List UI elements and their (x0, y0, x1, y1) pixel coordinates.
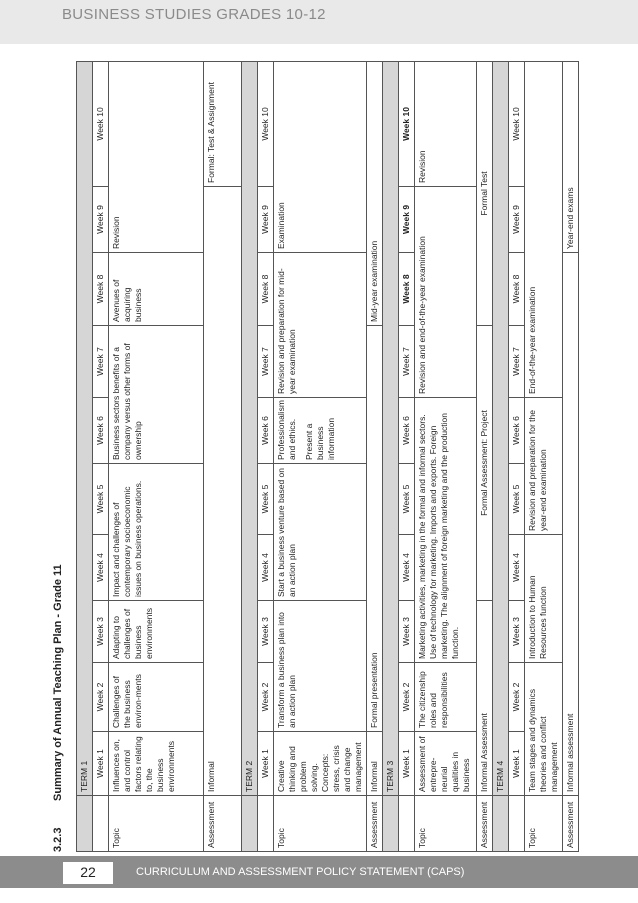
rotated-page-content (48, 62, 586, 852)
term-title: TERM 3 (383, 61, 399, 795)
week-label: Week 7 (399, 326, 415, 398)
footer-text: CURRICULUM AND ASSESSMENT POLICY STATEMENT (CAPS) (136, 866, 465, 878)
table-cell: Adapting to challenges of business environments (109, 601, 204, 663)
term-title: TERM 4 (493, 61, 509, 795)
week-header-row (399, 61, 415, 851)
assessment-row (204, 61, 242, 851)
table-cell: Assessment of entrepre-neurial qualities in business (415, 732, 477, 796)
week-label: Week 7 (93, 326, 109, 398)
week-label: Week 8 (399, 253, 415, 326)
week-label: Week 7 (509, 326, 525, 398)
week-label: Week 4 (509, 535, 525, 601)
row-label: Assessment (477, 796, 493, 852)
week-label: Week 1 (258, 732, 274, 796)
table-cell: Formal: Test & Assignment (204, 61, 242, 186)
week-label: Week 10 (93, 61, 109, 186)
table-cell: Business sectors benefits of a company versus other forms of ownership (109, 326, 204, 464)
topic-line: Present a business information (304, 417, 336, 460)
week-label: Week 6 (258, 398, 274, 464)
term-row (77, 61, 93, 851)
week-label: Week 6 (93, 398, 109, 464)
table-cell: Creative thinking and problem solving. Concepts: stress, crisis and change management (274, 732, 367, 796)
week-label: Week 9 (509, 187, 525, 253)
table-cell: Revision and preparation for the year-end examination (525, 398, 563, 535)
week-label: Week 1 (93, 732, 109, 796)
week-label: Week 4 (93, 535, 109, 601)
week-label: Week 8 (93, 253, 109, 326)
week-label: Week 3 (93, 601, 109, 663)
assessment-row (367, 61, 383, 851)
section-title: Summary of Annual Teaching Plan - Grade 11 (52, 564, 64, 801)
table-cell: Marketing activities, marketing in the formal and informal sectors. Use of technology for marketing. Imports and exports. Foreign marketing. The alignment of foreign marketing and the production function. (415, 398, 477, 663)
term-row (383, 61, 399, 851)
row-label: Topic (274, 796, 367, 852)
topic-row (109, 61, 204, 851)
week-label: Week 2 (399, 663, 415, 732)
page-number: 22 (80, 864, 96, 880)
week-label: Week 3 (399, 601, 415, 663)
term-row (242, 61, 258, 851)
table-cell (274, 398, 367, 464)
week-label: Week 2 (93, 663, 109, 732)
week-label: Week 5 (399, 464, 415, 535)
table-cell: Influences on, and control factors relating to, the business environments (109, 732, 204, 796)
topic-row (525, 61, 563, 851)
week-label: Week 10 (258, 61, 274, 186)
table-cell: Team stages and dynamics theories and conflict management (525, 663, 563, 796)
table-cell: Impact and challenges of contemporary socioeconomic issues on business operations. (109, 464, 204, 601)
row-label: Assessment (563, 796, 579, 852)
term-title: TERM 2 (242, 61, 258, 795)
week-label: Week 7 (258, 326, 274, 398)
week-label: Week 1 (509, 732, 525, 796)
week-label: Week 10 (399, 61, 415, 186)
section-number: 3.2.3 (52, 827, 64, 852)
week-label: Week 6 (399, 398, 415, 464)
row-label: Assessment (367, 796, 383, 852)
term-title: TERM 1 (77, 61, 93, 795)
week-header-row (93, 61, 109, 851)
topic-row (274, 61, 367, 851)
week-label: Week 2 (258, 663, 274, 732)
table-cell: Revision and preparation for mid-year examination (274, 253, 367, 398)
table-cell: Examination (274, 61, 367, 252)
row-label: Topic (415, 796, 477, 852)
assessment-row (477, 61, 493, 851)
week-label: Week 4 (258, 535, 274, 601)
week-label: Week 8 (258, 253, 274, 326)
week-label: Week 9 (399, 187, 415, 253)
table-cell: Formal Assessment: Project (477, 326, 493, 601)
table-cell: Year-end exams (563, 61, 579, 252)
header-title: BUSINESS STUDIES GRADES 10-12 (62, 6, 326, 23)
table-cell: Revision and end-of-the-year examination (415, 187, 477, 398)
table-cell: Transform a business plan into an action plan (274, 601, 367, 732)
week-label: Week 1 (399, 732, 415, 796)
table-cell: The citizenship roles and responsibilities (415, 663, 477, 732)
week-header-row (258, 61, 274, 851)
week-header-row (509, 61, 525, 851)
table-cell: Informal Assessment (477, 601, 493, 796)
table-cell: Informal assessment (563, 253, 579, 796)
table-cell: Start a business venture based on an action plan (274, 464, 367, 601)
table-cell: Revision (109, 61, 204, 252)
week-label: Week 3 (258, 601, 274, 663)
week-label: Week 5 (258, 464, 274, 535)
week-label: Week 9 (93, 187, 109, 253)
topic-line: Professionalism and ethics. (276, 400, 297, 460)
term-row (493, 61, 509, 851)
week-label: Week 4 (399, 535, 415, 601)
table-cell: Informal (204, 187, 242, 796)
table-cell: Formal presentation (367, 326, 383, 732)
week-label: Week 8 (509, 253, 525, 326)
week-label: Week 3 (509, 601, 525, 663)
page-header (0, 0, 638, 44)
table-cell: End-of-the-year examination (525, 61, 563, 397)
row-label: Topic (525, 796, 563, 852)
topic-row (415, 61, 477, 851)
section-heading (52, 564, 64, 852)
table-cell: Introduction to Human Resources function (525, 535, 563, 663)
week-label: Week 9 (258, 187, 274, 253)
table-cell: Avenues of acquiring business (109, 253, 204, 326)
table-cell: Revision (415, 61, 477, 186)
row-label: Topic (109, 796, 204, 852)
week-label: Week 10 (509, 61, 525, 186)
week-label: Week 6 (509, 398, 525, 464)
week-label: Week 5 (509, 464, 525, 535)
assessment-row (563, 61, 579, 851)
table-cell: Mid-year examination (367, 61, 383, 325)
row-label: Assessment (204, 796, 242, 852)
table-cell: Challenges of the business environ-ments (109, 663, 204, 732)
week-label: Week 2 (509, 663, 525, 732)
week-label: Week 5 (93, 464, 109, 535)
annual-teaching-plan-table (76, 61, 579, 852)
table-cell: Informal (367, 732, 383, 796)
table-cell: Formal Test (477, 61, 493, 325)
